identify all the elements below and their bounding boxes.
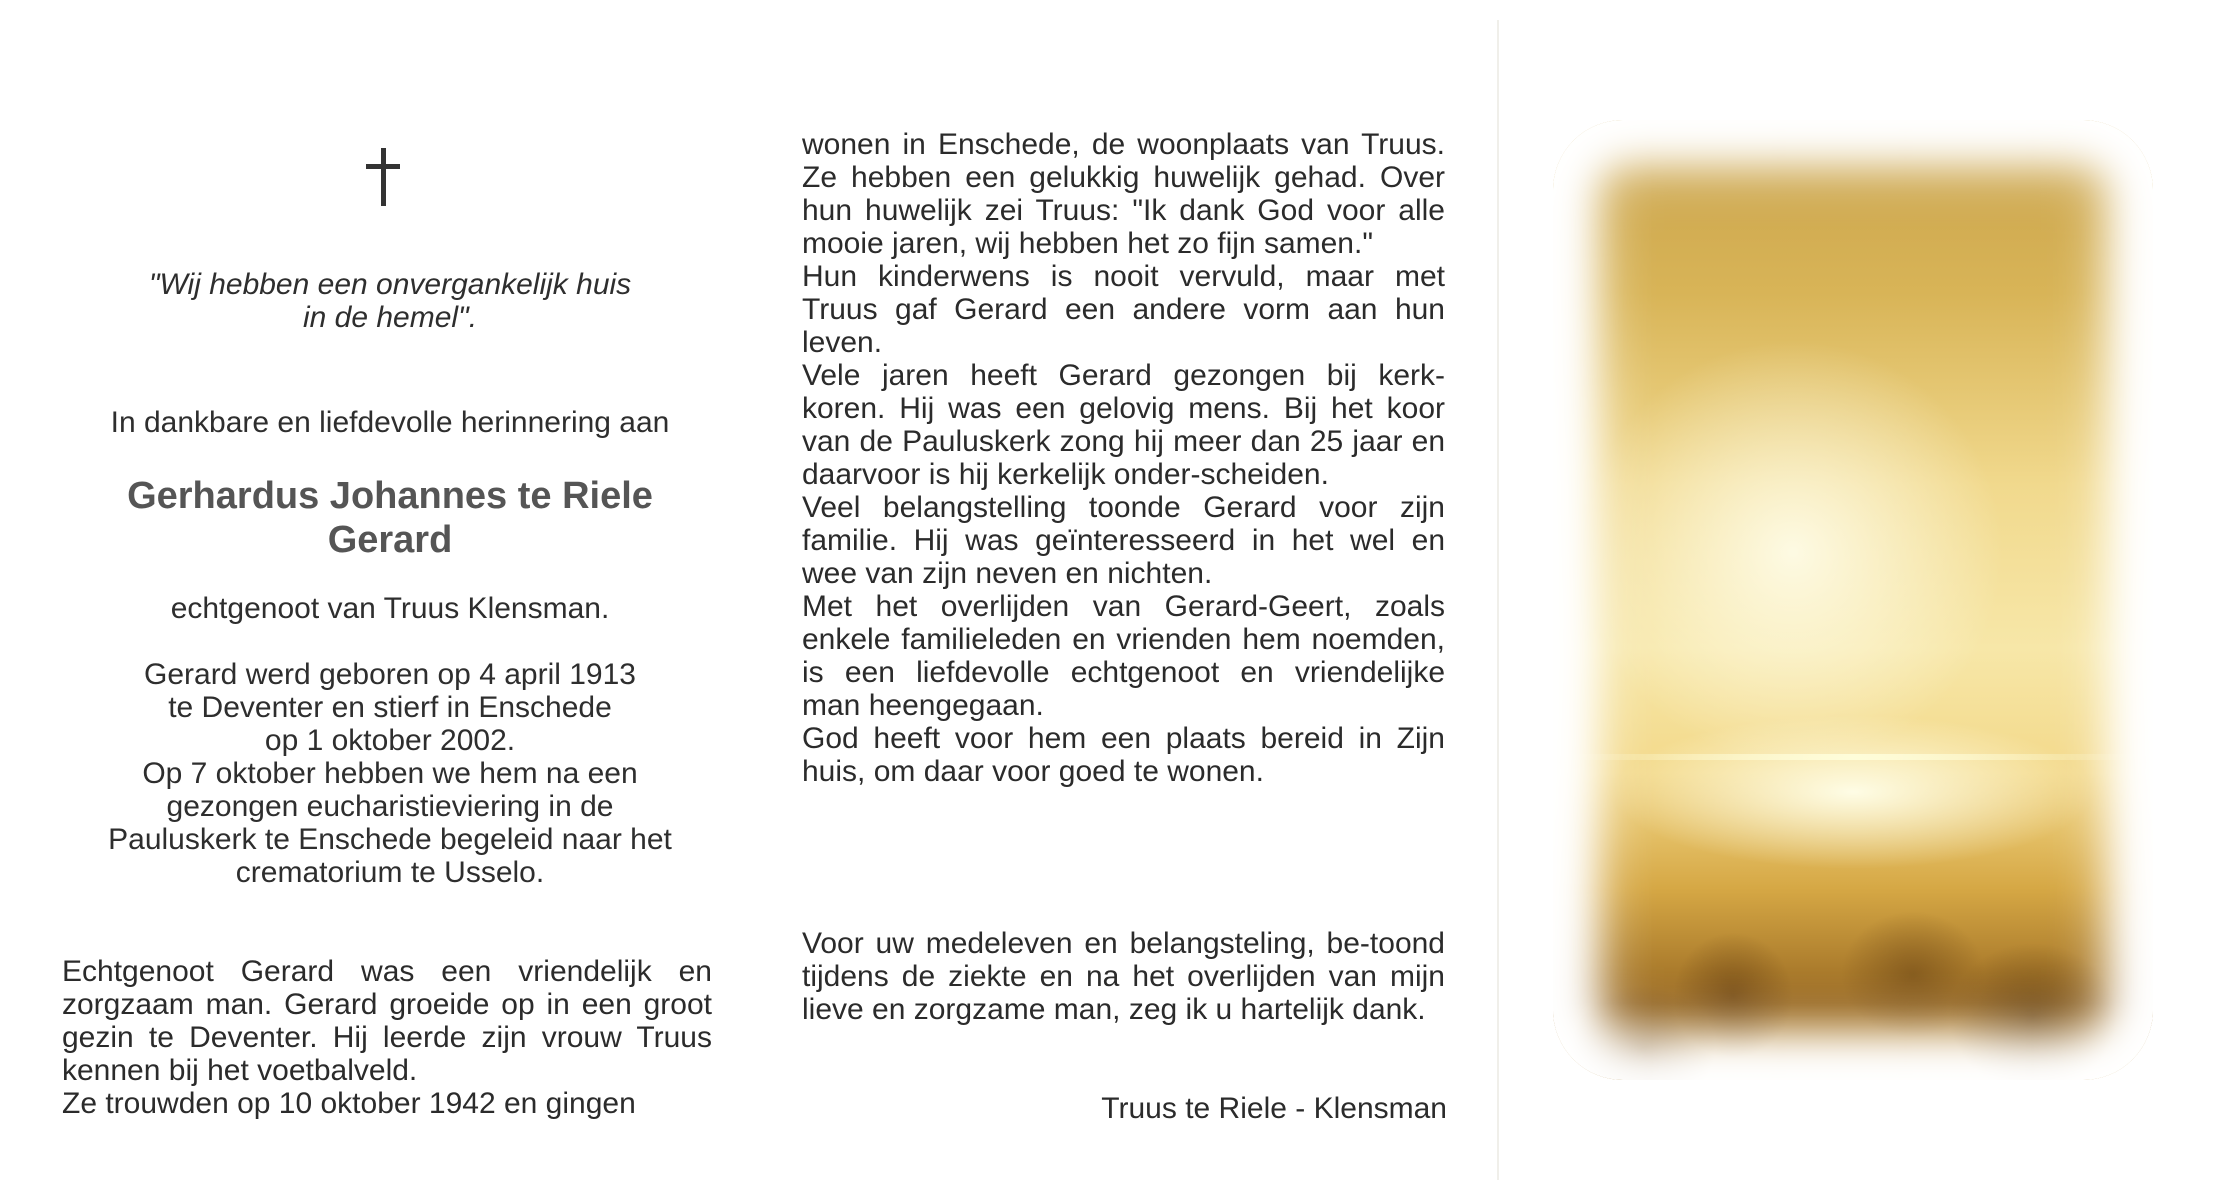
life-line: Gerard werd geboren op 4 april 1913 xyxy=(144,658,636,691)
biography-text xyxy=(802,128,1445,788)
cross-icon xyxy=(364,148,404,208)
life-line: op 1 oktober 2002. xyxy=(264,724,516,757)
quote-line-1: "Wij hebben een onvergankelijk huis xyxy=(148,268,632,301)
bible-quote xyxy=(60,268,720,334)
biography-paragraph: Veel belangstelling toonde Gerard voor zijn familie. Hij was geïnteresseerd in het wel en wee van zijn neven en nichten. xyxy=(802,491,1445,590)
biography-paragraph: Vele jaren heeft Gerard gezongen bij kerk-koren. Hij was een gelovig mens. Bij het koor van de Pauluskerk zong hij meer dan 25 jaar en daarvoor is hij kerkelijk onder-scheiden. xyxy=(802,359,1445,491)
life-line: te Deventer en stierf in Enschede xyxy=(168,691,612,724)
remembrance-intro: In dankbare en liefdevolle herinnering aan xyxy=(110,406,670,439)
quote-line-2: in de hemel". xyxy=(302,301,478,334)
deceased-name xyxy=(60,474,720,562)
signature: Truus te Riele - Klensman xyxy=(1101,1092,1447,1125)
life-dates xyxy=(60,658,720,889)
biography-paragraph: God heeft voor hem een plaats bereid in Zijn huis, om daar voor goed te wonen. xyxy=(802,722,1445,788)
story-last-line: Ze trouwden op 10 oktober 1942 en gingen xyxy=(62,1087,636,1120)
thanks-paragraph: Voor uw medeleven en belangsteling, be-toond tijdens de ziekte en na het overlijden van mijn lieve en zorgzame man, zeg ik u hartelijk dank. xyxy=(802,927,1445,1026)
story-paragraph: Echtgenoot Gerard was een vriendelijk en zorgzaam man. Gerard groeide op in een groot gezin te Deventer. Hij leerde zijn vrouw Truus kennen bij het voetbalveld. xyxy=(62,955,712,1087)
biography-paragraph: Met het overlijden van Gerard-Geert, zoals enkele familieleden en vrienden hem noemden, is een liefdevolle echtgenoot en vriendelijke man heengegaan. xyxy=(802,590,1445,722)
life-line: gezongen eucharistieviering in de xyxy=(166,790,614,823)
card-left-panel xyxy=(0,0,760,1200)
full-name: Gerhardus Johannes te Riele xyxy=(127,475,653,517)
biography-paragraph: wonen in Enschede, de woonplaats van Truus. Ze hebben een gelukkig huwelijk gehad. Over hun huwelijk zei Truus: "Ik dank God voor alle mooie jaren, wij hebben het zo fijn samen." xyxy=(802,128,1445,260)
biography-paragraph: Hun kinderwens is nooit vervuld, maar met Truus gaf Gerard een andere vorm aan hun leven. xyxy=(802,260,1445,359)
sunset-sea-photo xyxy=(1553,120,2153,1080)
life-line: Pauluskerk te Enschede begeleid naar het xyxy=(108,823,672,856)
life-line: Op 7 oktober hebben we hem na een xyxy=(142,757,638,790)
called-name: Gerard xyxy=(327,519,453,561)
photo-vignette xyxy=(1553,120,2153,1080)
life-line: crematorium te Usselo. xyxy=(235,856,545,889)
spouse-line: echtgenoot van Truus Klensman. xyxy=(170,592,610,625)
thanks-text xyxy=(802,927,1445,1026)
story-text xyxy=(62,955,712,1120)
